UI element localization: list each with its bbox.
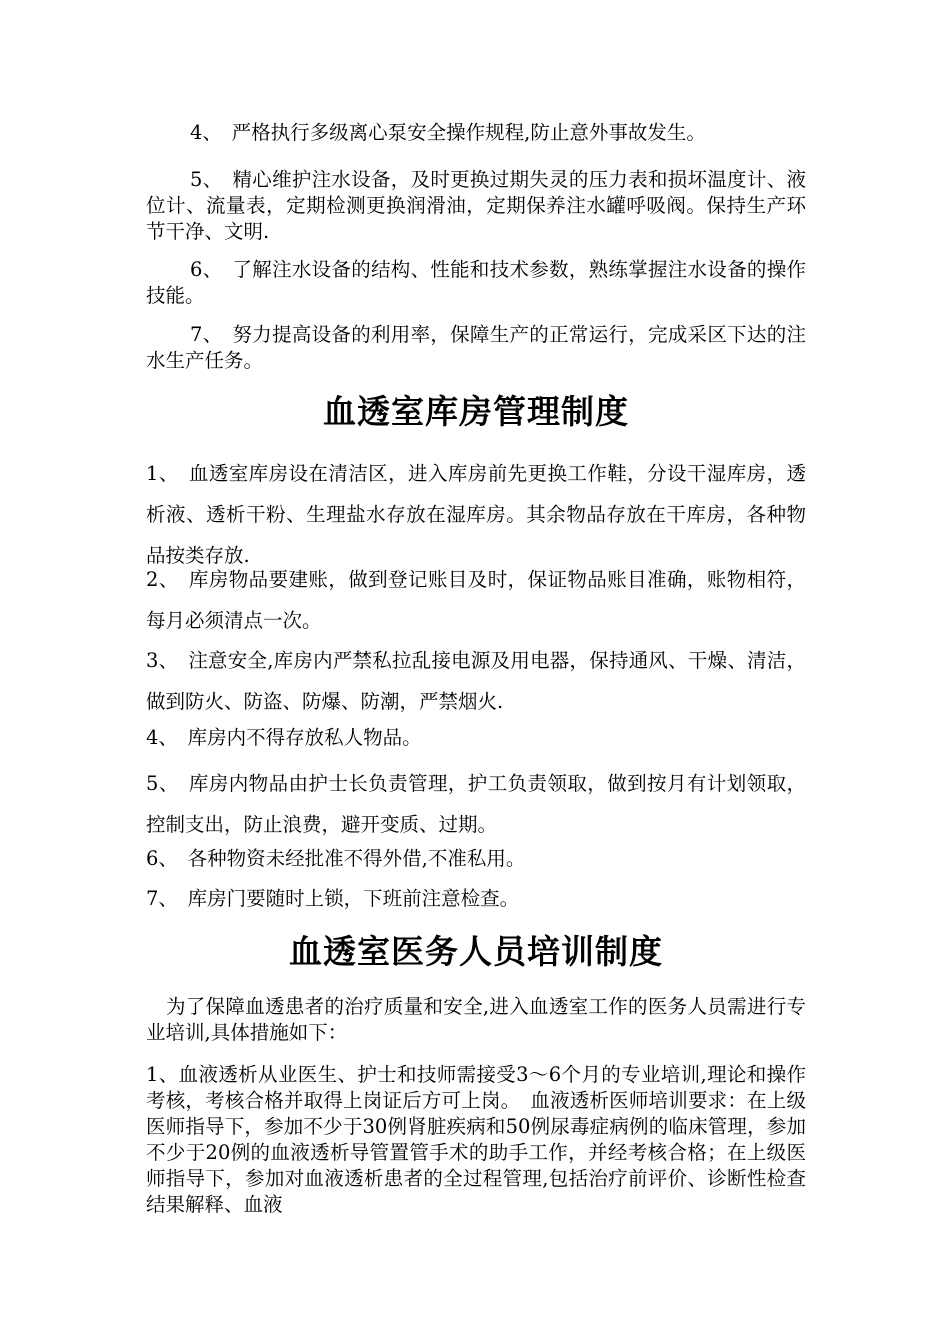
section2-item-4: 4、 库房内不得存放私人物品。 bbox=[146, 726, 422, 749]
section2-item-5: 5、 库房内物品由护士长负责管理，护工负责领取，做到按月有计划领取，控制支出，防止浪费，避开变质、过期。 bbox=[146, 772, 806, 836]
section3-item-1: 1、血液透析从业医生、护士和技师需接受3～6个月的专业培训,理论和操作考核，考核合格并取得上岗证后方可上岗。 血液透析医师培训要求：在上级医师指导下，参加不少于30例肾脏疾病和50例尿毒症病例的临床管理，参加不少于20例的血液透析导管置管手术的助手工作，并经考核合格；在上级医师指导下，参加对血液透析患者的全过程管理,包括治疗前评价、诊断性检查结果解释、血液 bbox=[146, 1063, 806, 1216]
section3-intro: 为了保障血透患者的治疗质量和安全,进入血透室工作的医务人员需进行专业培训,具体措施如下： bbox=[146, 995, 806, 1044]
section1-item-4: 4、 严格执行多级离心泵安全操作规程,防止意外事故发生。 bbox=[190, 121, 706, 144]
section2-item-1 bbox=[146, 453, 806, 576]
section2-item-1-text: 1、 血透室库房设在清洁区，进入库房前先更换工作鞋，分设干湿库房，透析液、透析干粉、生理盐水存放在湿库房。其余物品存放在干库房，各种物品按类存放. bbox=[146, 462, 806, 567]
section1-item-7: 7、 努力提高设备的利用率，保障生产的正常运行，完成采区下达的注水生产任务。 bbox=[146, 323, 806, 372]
section1-item-6: 6、 了解注水设备的结构、性能和技术参数，熟练掌握注水设备的操作技能。 bbox=[146, 258, 806, 307]
section2-item-6: 6、 各种物资未经批准不得外借,不准私用。 bbox=[146, 847, 526, 870]
section1-item-5: 5、 精心维护注水设备，及时更换过期失灵的压力表和损坏温度计、液位计、流量表，定期检测更换润滑油，定期保养注水罐呼吸阀。保持生产环节干净、文明. bbox=[146, 168, 806, 243]
section2-item-7: 7、 库房门要随时上锁，下班前注意检查。 bbox=[146, 887, 520, 910]
section3-title: 血透室医务人员培训制度 bbox=[289, 932, 663, 971]
section2-item-3: 3、 注意安全,库房内严禁私拉乱接电源及用电器，保持通风、干燥、清洁，做到防火、防盗、防爆、防潮，严禁烟火. bbox=[146, 649, 806, 713]
section2-item-2: 2、 库房物品要建账，做到登记账目及时，保证物品账目准确，账物相符，每月必须清点一次。 bbox=[146, 568, 806, 632]
section2-title: 血透室库房管理制度 bbox=[323, 392, 629, 431]
